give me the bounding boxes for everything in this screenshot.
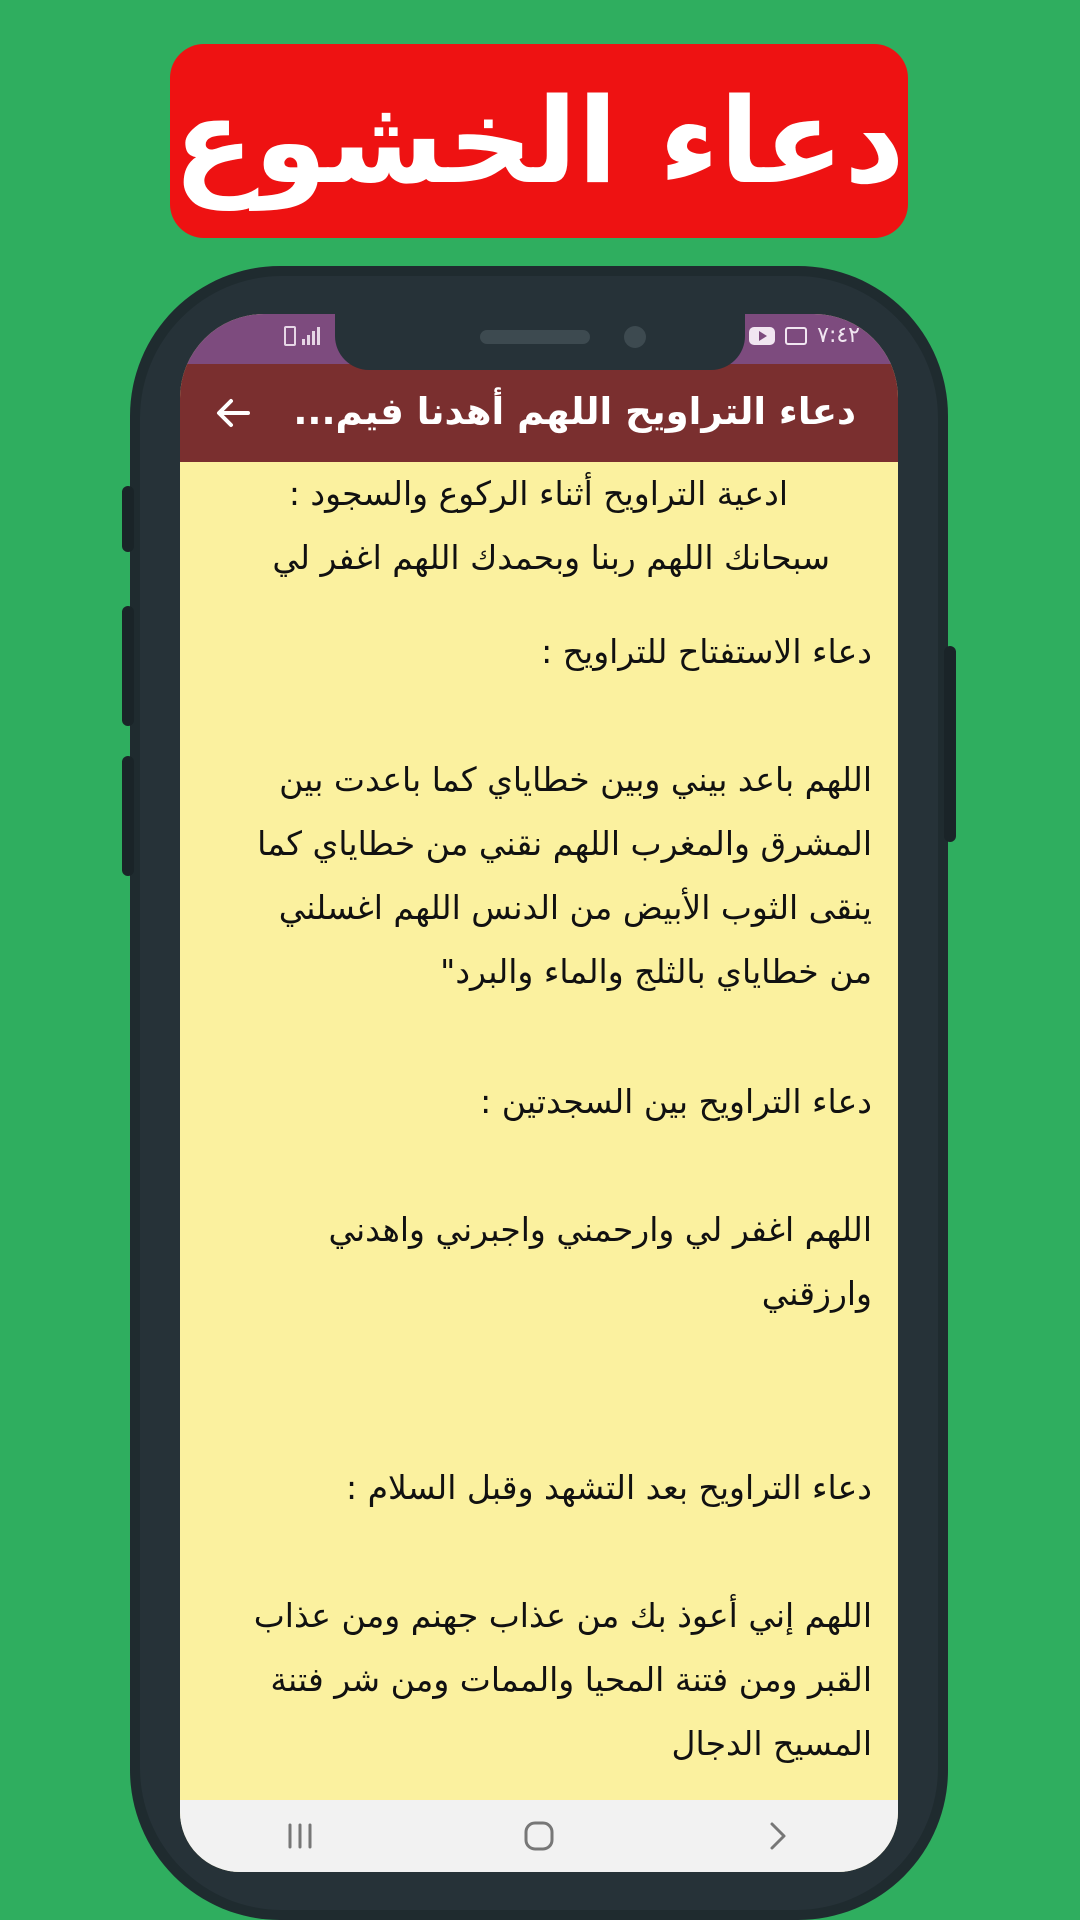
text-line: من خطاياي بالثلج والماء والبرد" [440,952,872,991]
volume-up-button [122,486,134,552]
prayer-text [180,462,898,1820]
text-line: دعاء التراويح بعد التشهد وقبل السلام : [345,1468,872,1507]
text-line: ادعية التراويح أثناء الركوع والسجود : [288,474,788,513]
text-line: اللهم إني أعوذ بك من عذاب جهنم ومن عذاب [253,1596,872,1635]
banner-title: دعاء الخشوع [173,72,905,210]
text-line: دعاء الاستفتاح للتراويح : [541,632,872,671]
image-notification-icon [785,327,807,345]
signal-icon [302,327,320,345]
back-button[interactable] [206,386,260,440]
text-line: اللهم باعد بيني وبين خطاياي كما باعدت بين [279,760,872,799]
text-line: ينقى الثوب الأبيض من الدنس اللهم اغسلني [278,888,872,927]
text-line: اللهم اغفر لي وارحمني واجبرني واهدني [328,1210,872,1249]
speaker-grille [480,330,590,344]
nav-back-button[interactable] [748,1811,808,1861]
text-line: المسيح الدجال [671,1724,872,1763]
text-line: وارزقني [761,1274,872,1313]
phone-screen [180,314,898,1872]
chevron-right-icon [767,1821,789,1851]
recents-icon [285,1822,315,1850]
arrow-left-icon [216,398,250,428]
recents-button[interactable] [270,1811,330,1861]
app-bar [180,364,898,462]
power-button [944,646,956,842]
front-camera [624,326,646,348]
status-time: ٧:٤٢ [817,323,860,348]
page-title: دعاء التراويح اللهم أهدنا فيم... [293,390,856,433]
side-key [122,756,134,876]
volume-down-button [122,606,134,726]
title-banner [170,44,908,238]
system-nav-bar [180,1800,898,1872]
home-icon [523,1820,555,1852]
battery-icon [284,326,296,346]
text-line: سبحانك اللهم ربنا وبحمدك اللهم اغفر لي [272,538,830,577]
text-line: دعاء التراويح بين السجدتين : [480,1082,872,1121]
home-button[interactable] [509,1811,569,1861]
text-line: المشرق والمغرب اللهم نقني من خطاياي كما [257,824,872,863]
youtube-notification-icon [749,327,775,345]
text-line: القبر ومن فتنة المحيا والممات ومن شر فتنة [270,1660,872,1699]
